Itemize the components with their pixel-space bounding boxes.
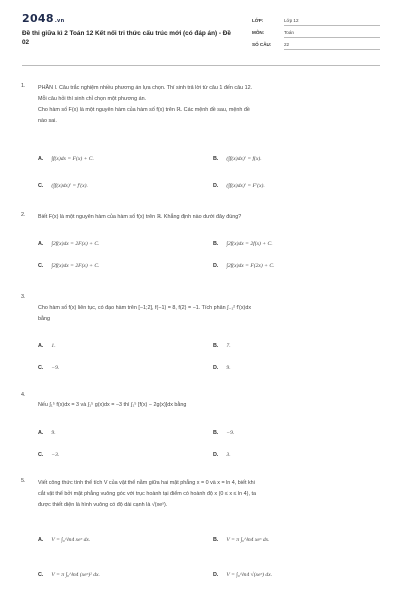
question-number: 5. <box>21 478 26 484</box>
meta-value: 22 <box>284 42 380 50</box>
option-2d[interactable] <box>213 263 274 269</box>
option-text: 9. <box>51 430 56 436</box>
option-letter: C. <box>38 183 44 189</box>
question-line: Mỗi câu hỏi thí sinh chỉ chọn một phương án. <box>38 96 147 102</box>
option-4a[interactable] <box>38 430 56 436</box>
option-1c[interactable] <box>38 183 88 189</box>
question-line: cắt vật thể bởi mặt phẳng vuông góc với trục hoành tại điểm có hoành độ x (0 ≤ x ≤ ln 4), ta <box>38 491 256 497</box>
meta-value: Toán <box>284 30 380 38</box>
logo-text: 2048 <box>22 12 54 25</box>
option-1b[interactable] <box>213 156 262 162</box>
question-line: Cho hàm số F(x) là một nguyên hàm của hàm số f(x) trên ℝ. Các mệnh đề sau, mệnh đề <box>38 107 250 113</box>
option-5b[interactable] <box>213 537 270 543</box>
option-text: V = ∫₀^ln4 xeˣ dx. <box>51 537 91 543</box>
option-text: −9. <box>226 430 235 436</box>
option-text: ∫2f(x)dx = 2F(x) + C. <box>51 241 100 247</box>
question-text <box>38 212 380 223</box>
option-text: 9. <box>226 365 231 371</box>
option-text: (∫f(x)dx)′ = f(x). <box>226 156 262 162</box>
option-letter: A. <box>38 343 44 349</box>
question-line: Nếu ∫₁⁵ f(x)dx = 3 và ∫₁⁵ g(x)dx = −3 thì ∫₁⁵ [f(x) − 2g(x)]dx bằng <box>38 402 187 408</box>
meta-row-count <box>252 40 380 52</box>
option-text: V = π ∫₀^ln4 (xeˣ)² dx. <box>51 572 100 578</box>
option-letter: C. <box>38 365 44 371</box>
option-letter: C. <box>38 452 44 458</box>
option-letter: B. <box>213 343 219 349</box>
option-4b[interactable] <box>213 430 234 436</box>
option-text: ∫2f(x)dx = 2F(x) + C. <box>51 263 100 269</box>
question-text <box>38 478 380 511</box>
option-text: V = ∫₀^ln4 √(xeˣ) dx. <box>226 572 273 578</box>
option-letter: C. <box>38 263 44 269</box>
option-letter: B. <box>213 241 219 247</box>
meta-label: MÔN: <box>252 30 265 35</box>
question-number: 2. <box>21 212 26 218</box>
question-line: Viết công thức tính thể tích V của vật thể nằm giữa hai mặt phẳng x = 0 và x = ln 4, biết khi <box>38 480 255 486</box>
question-text <box>38 400 380 411</box>
question-text <box>38 83 380 127</box>
option-5c[interactable] <box>38 572 100 578</box>
option-text: V = π ∫₀^ln4 xeˣ dx. <box>226 537 270 543</box>
option-letter: A. <box>38 156 44 162</box>
meta-label: LỚP: <box>252 18 264 23</box>
option-text: 3. <box>226 452 231 458</box>
option-text: ∫2f(x)dx = F(2x) + C. <box>226 263 275 269</box>
option-letter: B. <box>213 430 219 436</box>
option-letter: B. <box>213 537 219 543</box>
page-header <box>0 0 400 60</box>
option-2b[interactable] <box>213 241 273 247</box>
option-5a[interactable] <box>38 537 90 543</box>
option-3b[interactable] <box>213 343 231 349</box>
meta-row-grade <box>252 16 380 28</box>
option-text: −9. <box>51 365 60 371</box>
site-logo[interactable] <box>22 12 64 25</box>
question-number: 1. <box>21 83 26 89</box>
question-line: Biết F(x) là một nguyên hàm của hàm số f(x) trên ℝ. Khẳng định nào dưới đây đúng? <box>38 214 242 220</box>
option-letter: A. <box>38 241 44 247</box>
option-text: 1. <box>51 343 56 349</box>
option-letter: B. <box>213 156 219 162</box>
option-4d[interactable] <box>213 452 231 458</box>
option-letter: A. <box>38 537 44 543</box>
header-divider <box>22 65 380 66</box>
option-letter: A. <box>38 430 44 436</box>
meta-box <box>252 16 380 52</box>
option-1a[interactable] <box>38 156 94 162</box>
question-number: 3. <box>21 294 26 300</box>
option-text: (∫f(x)dx)′ = F′(x). <box>226 183 265 189</box>
question-line: Cho hàm số f(x) liên tục, có đạo hàm trên [−1;2], f(−1) = 8, f(2) = −1. Tích phân ∫₋₁² f′(x)dx <box>38 305 252 311</box>
meta-value: Lớp 12 <box>284 18 380 26</box>
meta-row-subject <box>252 28 380 40</box>
meta-label: SỐ CÂU: <box>252 42 272 47</box>
question-line: PHẦN I. Câu trắc nghiệm nhiều phương án lựa chọn. Thí sinh trả lời từ câu 1 đến câu 12. <box>38 85 253 91</box>
question-line: bằng <box>38 316 50 322</box>
option-text: 7. <box>226 343 231 349</box>
option-3d[interactable] <box>213 365 231 371</box>
option-3a[interactable] <box>38 343 56 349</box>
option-letter: D. <box>213 365 219 371</box>
option-4c[interactable] <box>38 452 59 458</box>
question-text <box>38 303 380 325</box>
option-1d[interactable] <box>213 183 265 189</box>
logo-suffix: .vn <box>54 18 65 24</box>
option-letter: D. <box>213 572 219 578</box>
option-text: −3. <box>51 452 60 458</box>
option-text: (∫f(x)dx)′ = f′(x). <box>51 183 88 189</box>
option-letter: C. <box>38 572 44 578</box>
question-number: 4. <box>21 392 26 398</box>
option-5d[interactable] <box>213 572 272 578</box>
option-2a[interactable] <box>38 241 99 247</box>
question-line: nào sai. <box>38 118 57 124</box>
option-letter: D. <box>213 263 219 269</box>
document-title: Đề thi giữa kì 2 Toán 12 Kết nối tri thức cấu trúc mới (có đáp án) - Đề 02 <box>22 30 231 46</box>
option-text: ∫f(x)dx = F(x) + C. <box>51 156 94 162</box>
question-line: được thiết diện là hình vuông có độ dài cạnh là √(xeˣ). <box>38 502 168 508</box>
option-text: ∫2f(x)dx = 2f(x) + C. <box>226 241 273 247</box>
option-letter: D. <box>213 183 219 189</box>
option-letter: D. <box>213 452 219 458</box>
option-3c[interactable] <box>38 365 59 371</box>
option-2c[interactable] <box>38 263 99 269</box>
